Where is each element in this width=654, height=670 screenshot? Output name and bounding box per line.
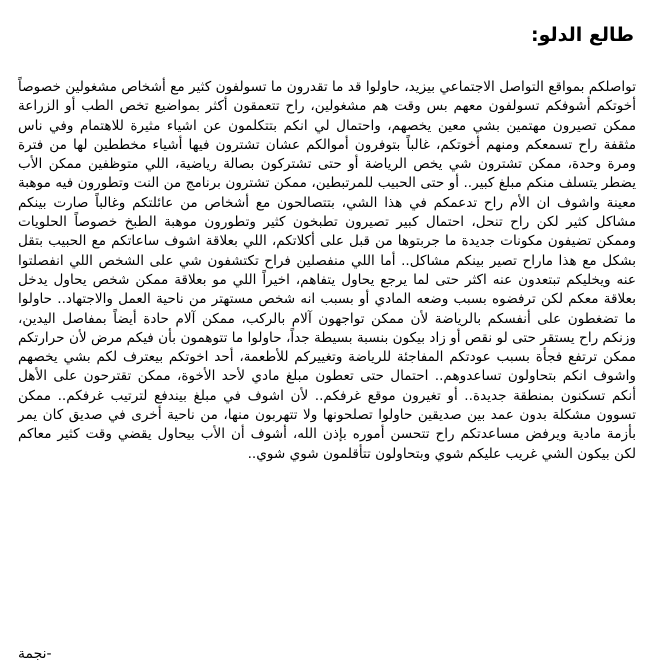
author-signature: -نجمة [18, 646, 52, 662]
horoscope-body-text: تواصلكم بمواقع التواصل الاجتماعي بيزيد، حاولوا قد ما تقدرون ما تسولفون كثير مع أشخاص مشغولين خصوصاً أخوتكم أشوفكم تسولفون معهم بس وقت هم مشغولين، راح تتعمقون أكثر بمواضيع تخص الطب أو الزراعة ممكن تصيرون مهتمين بشي معين يخصهم، واحتمال لي انكم بتتكلمون عن اشياء مثيرة للاهتمام وفي ناس مثقفة راح تسمعكم ومنهم أخوتكم، غالباً بتوفرون أموالكم عشان تشترون فيها أشياء مخططين لها من فترة ومرة وحدة، ممكن تشترون شي يخص الرياضة أو حتى تشتركون بصالة رياضية، اللي متوظفين ممكن الأب يضطر يتسلف منكم مبلغ كبير.. أو حتى الحبيب للمرتبطين، ممكن تشترون برنامج من النت وتطورون فيه موهبة معينة واشوف ان الأم راح تدعمكم في هذا الشي، بتتصالحون مع أشخاص من عائلتكم وغالباً صارت بينكم مشاكل كثير لكن راح تنحل، احتمال كبير تصيرون تطبخون كثير وتطورون موهبة الطبخ خصوصاً الحلويات وممكن تضيفون مكونات جديدة ما جربتوها من قبل على أكلاتكم، اللي بعلاقة اشوف ساعاتكم مع الحبيب بتقل بشكل مع هذا ماراح تصير بينكم مشاكل.. أما اللي منفصلين فراح تكتشفون شي على الشخص اللي انفصلتوا عنه ويخليكم تبتعدون عنه اكثر حتى لما يرجع يحاول يتفاهم، اخيراً اللي مو بعلاقة ممكن شخص يحاول يدخل بعلاقة معكم لكن ترفضوه بسبب وضعه المادي أو بسبب انه شخص مستهتر من ناحية العمل والاجتهاد.. حاولوا ما تضغطون على أنفسكم بالرياضة لأن ممكن تواجهون آلام بالركب، ممكن آلام حادة أيضاً بمفاصل اليدين، وزنكم راح يستقر حتى لو نقص أو زاد بيكون بنسبة بسيطة جداً، حاولوا ما تتوهمون بأن فيكم مرض لأن حرارتكم ممكن ترتفع فجأة بسبب عودتكم المفاجئة للرياضة وتغييركم للأطعمة، أحد اخوتكم بيعترف لكم بشي يخصهم واشوف انكم بتحاولون تساعدوهم.. احتمال حتى تعطون مبلغ مادي لأحد الأخوة، ممكن تقترحون على الأهل أنكم تسكنون بمنطقة جديدة.. أو تغيرون موقع غرفكم.. لأن اشوف في مبلغ بيندفع لترتيب غرفكم.. ممكن تسوون مشكلة بدون عمد بين صديقين حاولوا تصلحونها ولا تتهربون منها، من ناحية أخرى في صديق كان يمر بأزمة مادية ويرفض مساعدتكم راح تتحسن أموره بإذن الله، أشوف أن الأب بيحاول يقضي وقت كثير معاكم لكن بيكون الشي غريب عليكم شوي وبتحاولون تتأقلمون شوي شوي.. [18, 79, 636, 462]
page-title: طالع الدلو: [530, 24, 634, 46]
